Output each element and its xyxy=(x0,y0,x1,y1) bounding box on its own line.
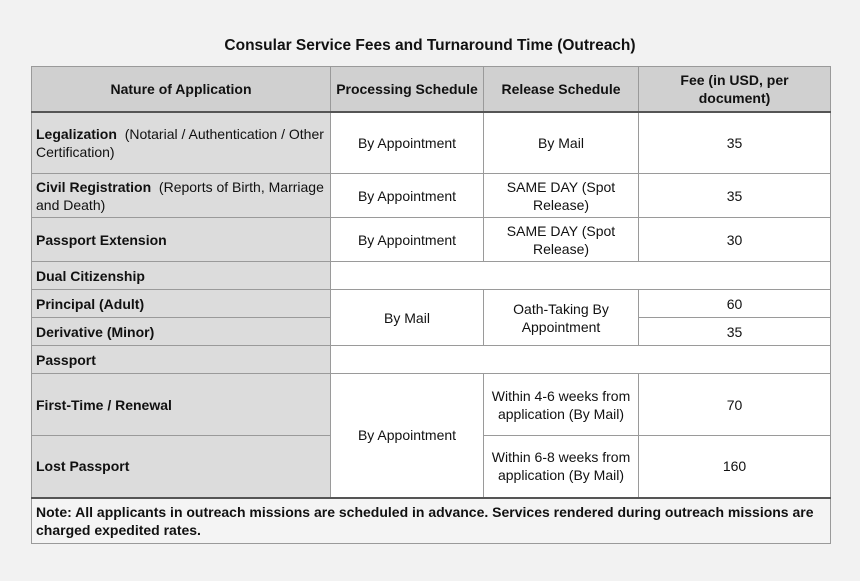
row-first-release: Within 4-6 weeks from application (By Mail) xyxy=(484,374,639,436)
row-civil-name: Civil Registration xyxy=(36,178,152,195)
row-lost-name: Lost Passport xyxy=(32,436,331,498)
header-processing: Processing Schedule xyxy=(331,67,484,112)
table-row xyxy=(32,262,831,290)
table-row xyxy=(32,112,831,174)
row-legalization-release: By Mail xyxy=(484,112,639,174)
row-legalization-name: Legalization xyxy=(36,125,117,142)
row-civil-release: SAME DAY (Spot Release) xyxy=(484,174,639,218)
row-legalization-detail: (Notarial / Authentication / Other Certification) xyxy=(36,125,324,160)
row-civil-nature xyxy=(32,174,331,218)
table-row xyxy=(32,346,831,374)
row-civil-fee: 35 xyxy=(639,174,831,218)
row-principal-name: Principal (Adult) xyxy=(32,290,331,318)
row-first-name: First-Time / Renewal xyxy=(32,374,331,436)
row-passport-ext-release: SAME DAY (Spot Release) xyxy=(484,218,639,262)
fees-table xyxy=(31,66,831,544)
note-text: Note: All applicants in outreach missions are scheduled in advance. Services rendered during outreach missions are charged expedited rates. xyxy=(32,498,831,544)
row-dual-release: Oath-Taking By Appointment xyxy=(484,290,639,346)
row-dual-processing: By Mail xyxy=(331,290,484,346)
row-passport-ext-nature xyxy=(32,218,331,262)
row-passport-processing: By Appointment xyxy=(331,374,484,498)
row-passport-ext-processing: By Appointment xyxy=(331,218,484,262)
row-passport-ext-name: Passport Extension xyxy=(36,231,167,248)
row-passport-name: Passport xyxy=(36,351,96,368)
header-nature: Nature of Application xyxy=(32,67,331,112)
row-first-fee: 70 xyxy=(639,374,831,436)
table-row xyxy=(32,374,831,436)
row-dual-name: Dual Citizenship xyxy=(36,267,145,284)
row-passport-blank xyxy=(331,346,831,374)
header-row xyxy=(32,67,831,112)
row-derivative-fee: 35 xyxy=(639,318,831,346)
header-fee: Fee (in USD, per document) xyxy=(639,67,831,112)
row-dual-nature xyxy=(32,262,331,290)
row-legalization-fee: 35 xyxy=(639,112,831,174)
row-passport-ext-fee: 30 xyxy=(639,218,831,262)
row-lost-release: Within 6-8 weeks from application (By Mail) xyxy=(484,436,639,498)
row-principal-fee: 60 xyxy=(639,290,831,318)
row-dual-blank xyxy=(331,262,831,290)
row-passport-nature xyxy=(32,346,331,374)
row-legalization-processing: By Appointment xyxy=(331,112,484,174)
page-title: Consular Service Fees and Turnaround Time (Outreach) xyxy=(224,37,636,54)
table-row xyxy=(32,174,831,218)
header-release: Release Schedule xyxy=(484,67,639,112)
row-legalization-nature xyxy=(32,112,331,174)
table-row xyxy=(32,290,831,318)
row-civil-detail: (Reports of Birth, Marriage and Death) xyxy=(36,178,324,213)
table-row xyxy=(32,218,831,262)
row-lost-fee: 160 xyxy=(639,436,831,498)
row-derivative-name: Derivative (Minor) xyxy=(32,318,331,346)
note-row xyxy=(32,498,831,544)
row-civil-processing: By Appointment xyxy=(331,174,484,218)
